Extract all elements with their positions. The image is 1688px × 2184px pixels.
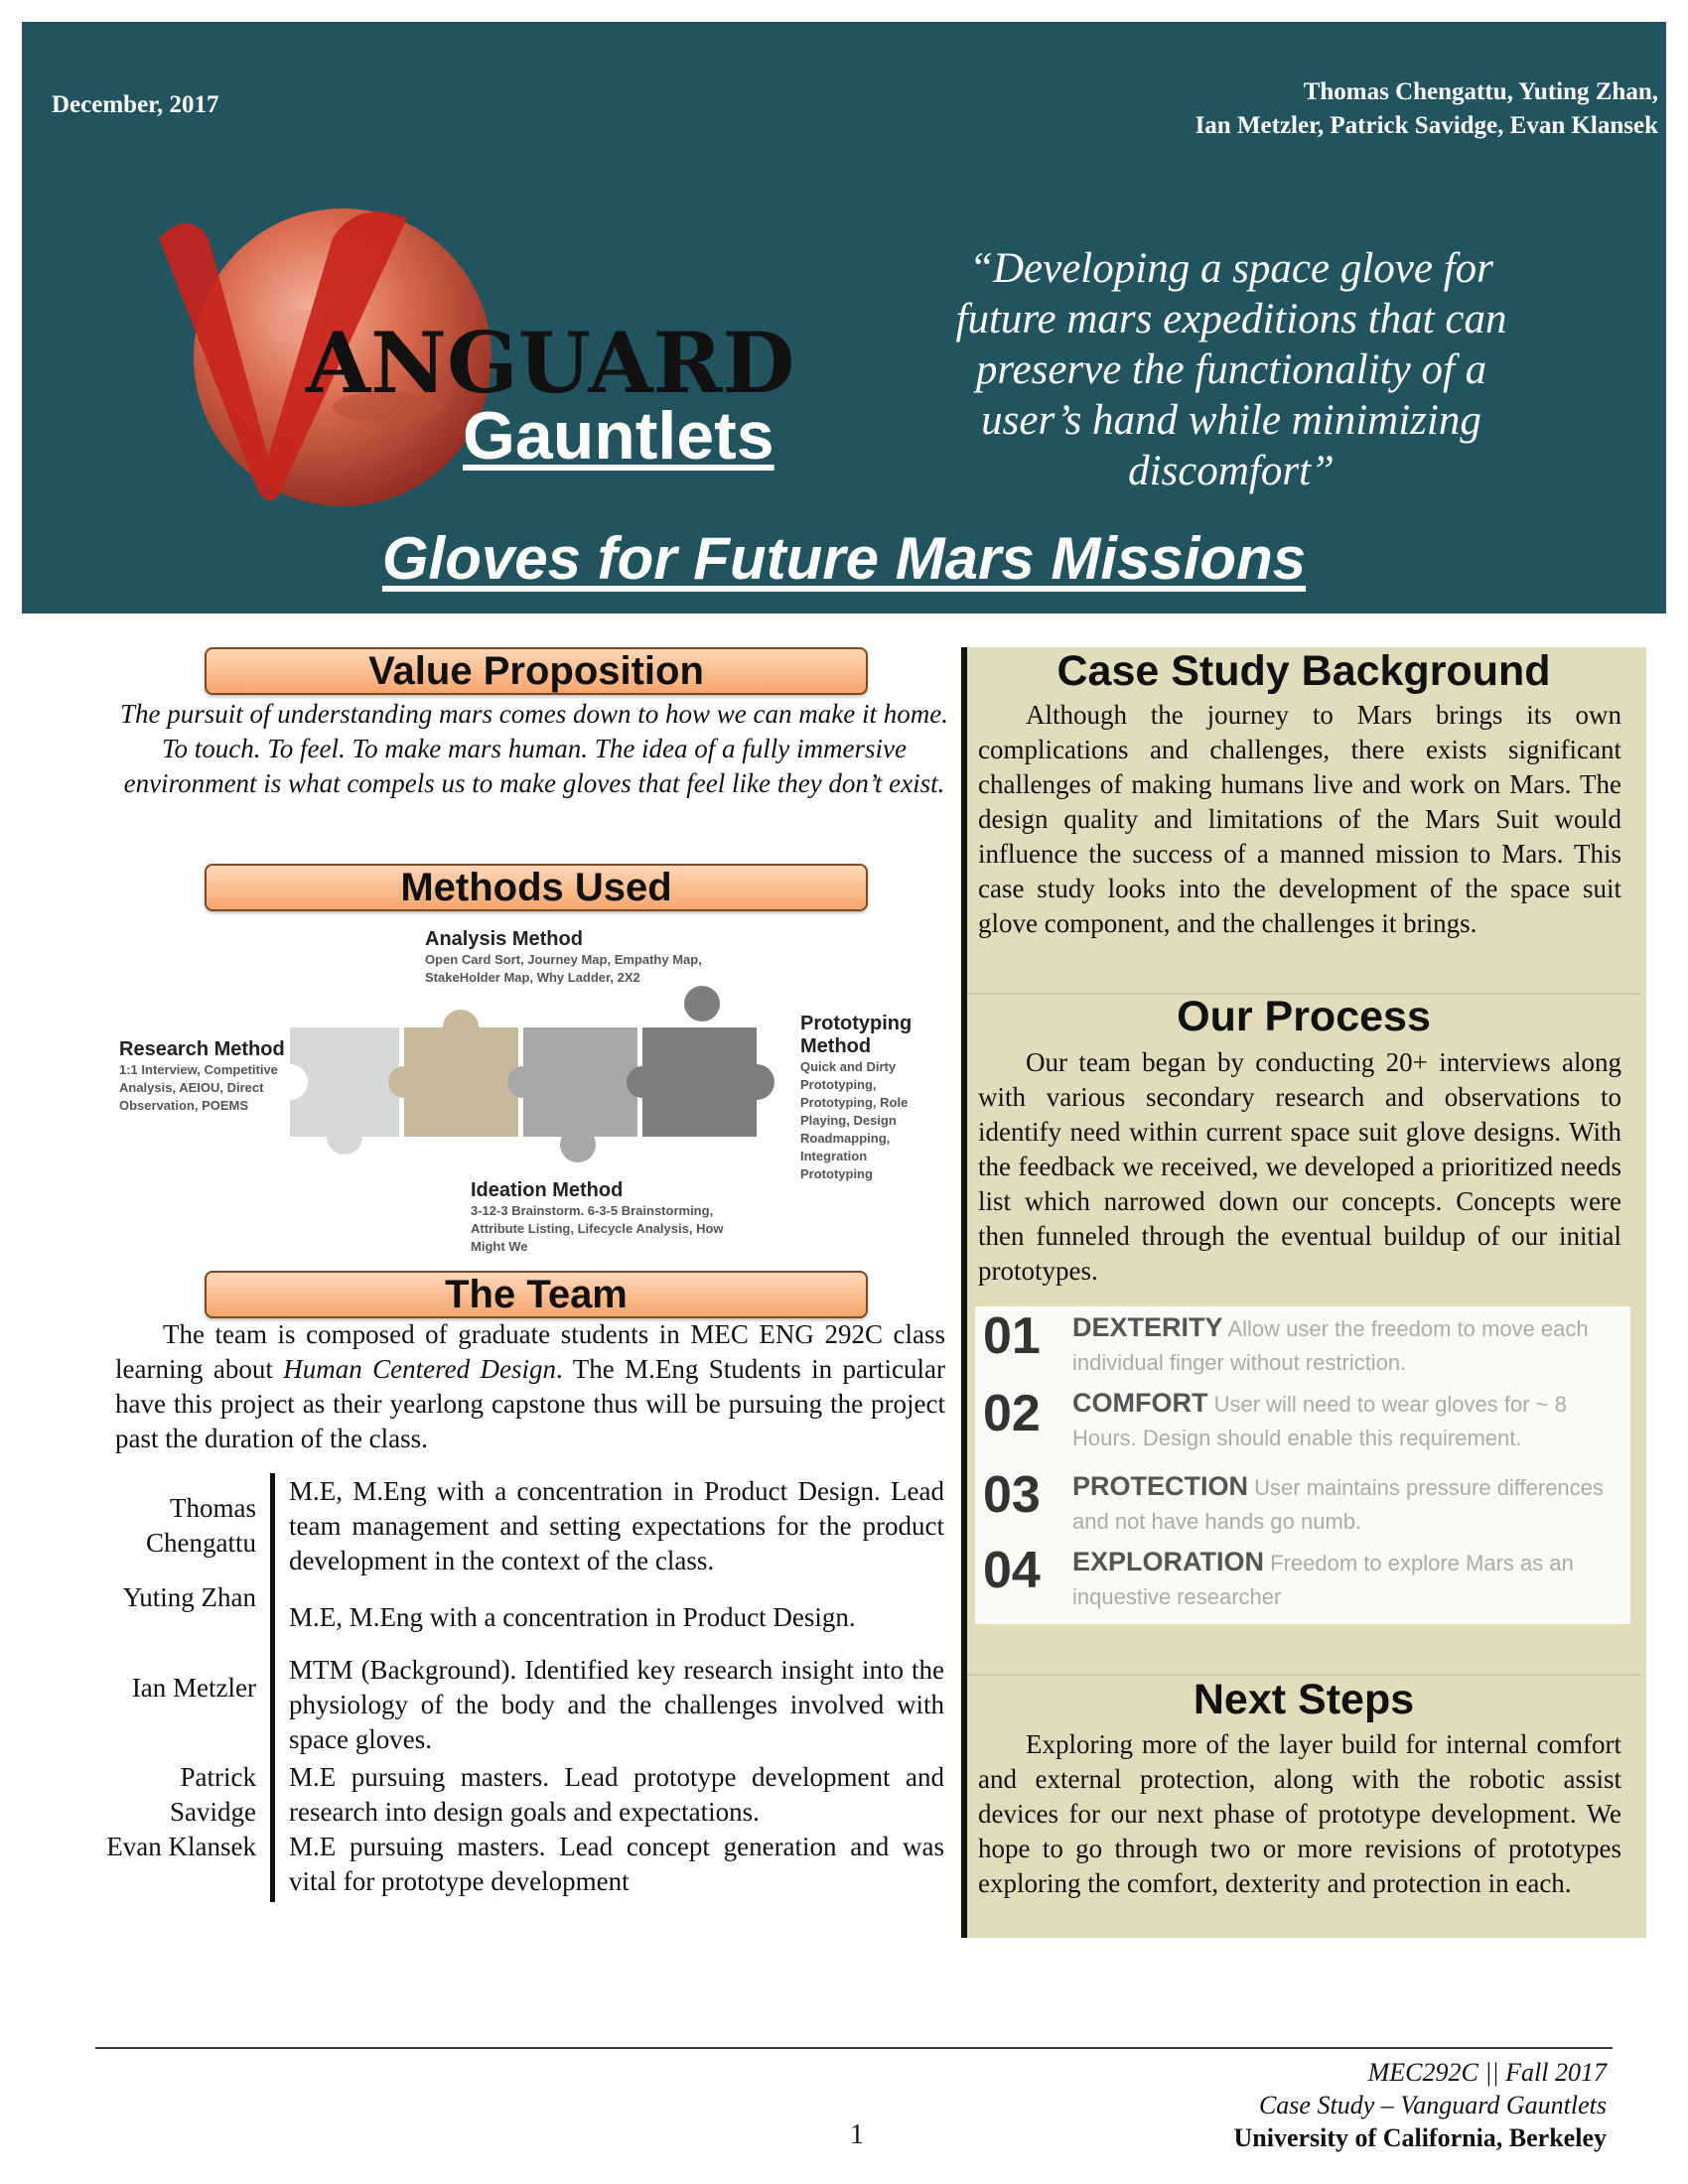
ideation-method-title: Ideation Method [471,1179,624,1201]
need-title: EXPLORATION [1072,1547,1265,1576]
need-number: 04 [983,1542,1041,1599]
banner-title: Gloves for Future Mars Missions [381,525,1307,592]
team-heading: The Team [205,1271,868,1318]
footer-doc-title: Case Study – Vanguard Gauntlets [1258,2091,1607,2119]
need-desc: User maintains pressure differences and not have hands go numb. [1072,1475,1604,1534]
case-study-text: Although the journey to Mars brings its own complications and challenges, there exists significant challenges of making humans live and work on Mars. The design quality and limitations of the Mars Suit would influence the success of a manned mission to Mars. This case study looks into the development of the space suit glove component, and the challenges it brings. [978,700,1621,938]
page-number: 1 [850,2119,864,2150]
analysis-method [425,928,713,987]
need-number: 02 [983,1385,1041,1442]
prototyping-method-title: Prototyping Method [800,1013,913,1057]
member-name: Patrick Savidge [170,1762,256,1827]
next-steps-heading: Next Steps [1193,1676,1415,1723]
process-heading: Our Process [1177,993,1431,1040]
analysis-method-title: Analysis Method [425,928,583,950]
team-intro [115,1317,945,1456]
member-name: Ian Metzler [131,1673,256,1703]
member-desc: M.E pursuing masters. Lead prototype development and research into design goals and expectations. [289,1762,944,1827]
need-desc: Allow user the freedom to move each individual finger without restriction. [1072,1316,1589,1375]
need-item [1072,1386,1618,1455]
need-title: PROTECTION [1072,1471,1249,1501]
date: December, 2017 [52,91,219,118]
member-desc: M.E pursuing masters. Lead concept generation and was vital for prototype development [289,1832,944,1896]
footer-course: MEC292C || Fall 2017 [1367,2058,1607,2087]
prototyping-method [800,1013,929,1183]
need-title: COMFORT [1072,1388,1208,1418]
need-desc: Freedom to explore Mars as an inquestive researcher [1072,1551,1574,1609]
member-desc: M.E, M.Eng with a concentration in Product Design. [289,1602,856,1632]
research-method-title: Research Method [119,1038,285,1060]
need-number: 03 [983,1466,1041,1524]
needs-list [975,1306,1630,1624]
team-divider [270,1473,275,1902]
research-method-desc: 1:1 Interview, Competitive Analysis, AEIOU, Direct Observation, POEMS [119,1062,278,1113]
member-desc: M.E, M.Eng with a concentration in Product Design. Lead team management and setting expectations for the product development in the context of the class. [289,1476,944,1575]
member-name: Yuting Zhan [122,1582,256,1612]
authors [1196,75,1658,143]
need-item [1072,1469,1618,1539]
mission-quote: “Developing a space glove for future mars expeditions that can preserve the functionality of a user’s hand while minimizing discomfort” [955,245,1507,494]
puzzle-piece-analysis [388,1010,518,1137]
member-name: Evan Klansek [106,1832,256,1861]
methods-puzzle [280,986,776,1184]
research-method [119,1038,298,1115]
puzzle-piece-ideation [507,1027,637,1162]
authors-line-1: Thomas Chengattu, Yuting Zhan, [1303,78,1658,105]
team-intro-text-1: The team is composed of graduate students in MEC ENG 292C class learning about [115,1319,945,1384]
logo-wordmark: ANGUARD [306,314,795,412]
member-name: Thomas Chengattu [146,1493,256,1558]
need-desc: User will need to wear gloves for ~ 8 Hours. Design should enable this requirement. [1072,1392,1567,1450]
team-intro-text-2: . The M.Eng Students in particular have this project as their yearlong capstone thus will be pursuing the project past the duration of the class. [115,1354,945,1453]
analysis-method-desc: Open Card Sort, Journey Map, Empathy Map, StakeHolder Map, Why Ladder, 2X2 [425,952,702,985]
team-intro-emphasis: Human Centered Design [283,1354,557,1384]
process-text: Our team began by conducting 20+ interviews along with various secondary research and observations to identify need within current space suit glove designs. With the feedback we received, we developed a prioritized needs list which narrowed down our concepts. Concepts were then funneled through the eventual buildup of our initial prototypes. [978,1047,1621,1286]
case-study-heading: Case Study Background [1056,647,1551,695]
logo-letter: V [119,179,120,180]
subtitle-gauntlets: Gauntlets [463,398,774,474]
need-title: DEXTERITY [1072,1312,1223,1342]
footer-info [1234,2056,1608,2154]
need-item [1072,1545,1618,1614]
next-steps-text: Exploring more of the layer build for internal comfort and external protection, along with the robotic assist devices for our next phase of prototype development. We hope to go through two or more revisions of prototypes exploring the comfort, dexterity and protection in each. [978,1729,1621,1898]
authors-line-2: Ian Metzler, Patrick Savidge, Evan Klansek [1195,112,1658,139]
puzzle-piece-prototyping [627,986,774,1137]
footer-rule [95,2047,1613,2049]
value-proposition-text: The pursuit of understanding mars comes down to how we can make it home. To touch. To feel. To make mars human. The idea of a fully immersive environment is what compels us to make gloves that feel like they don’t exist. [120,699,948,798]
need-number: 01 [983,1307,1041,1365]
footer-university: University of California, Berkeley [1233,2123,1607,2152]
need-item [1072,1310,1618,1380]
value-proposition-heading: Value Proposition [205,647,868,695]
methods-heading: Methods Used [205,864,868,911]
ideation-method-desc: 3-12-3 Brainstorm. 6-3-5 Brainstorming, Attribute Listing, Lifecycle Analysis, How Might We [471,1203,724,1254]
member-desc: MTM (Background). Identified key research insight into the physiology of the body and the challenges involved with space gloves. [289,1655,944,1754]
ideation-method [471,1179,729,1256]
prototyping-method-desc: Quick and Dirty Prototyping, Prototyping, Role Playing, Design Roadmapping, Integration Prototyping [800,1059,909,1181]
